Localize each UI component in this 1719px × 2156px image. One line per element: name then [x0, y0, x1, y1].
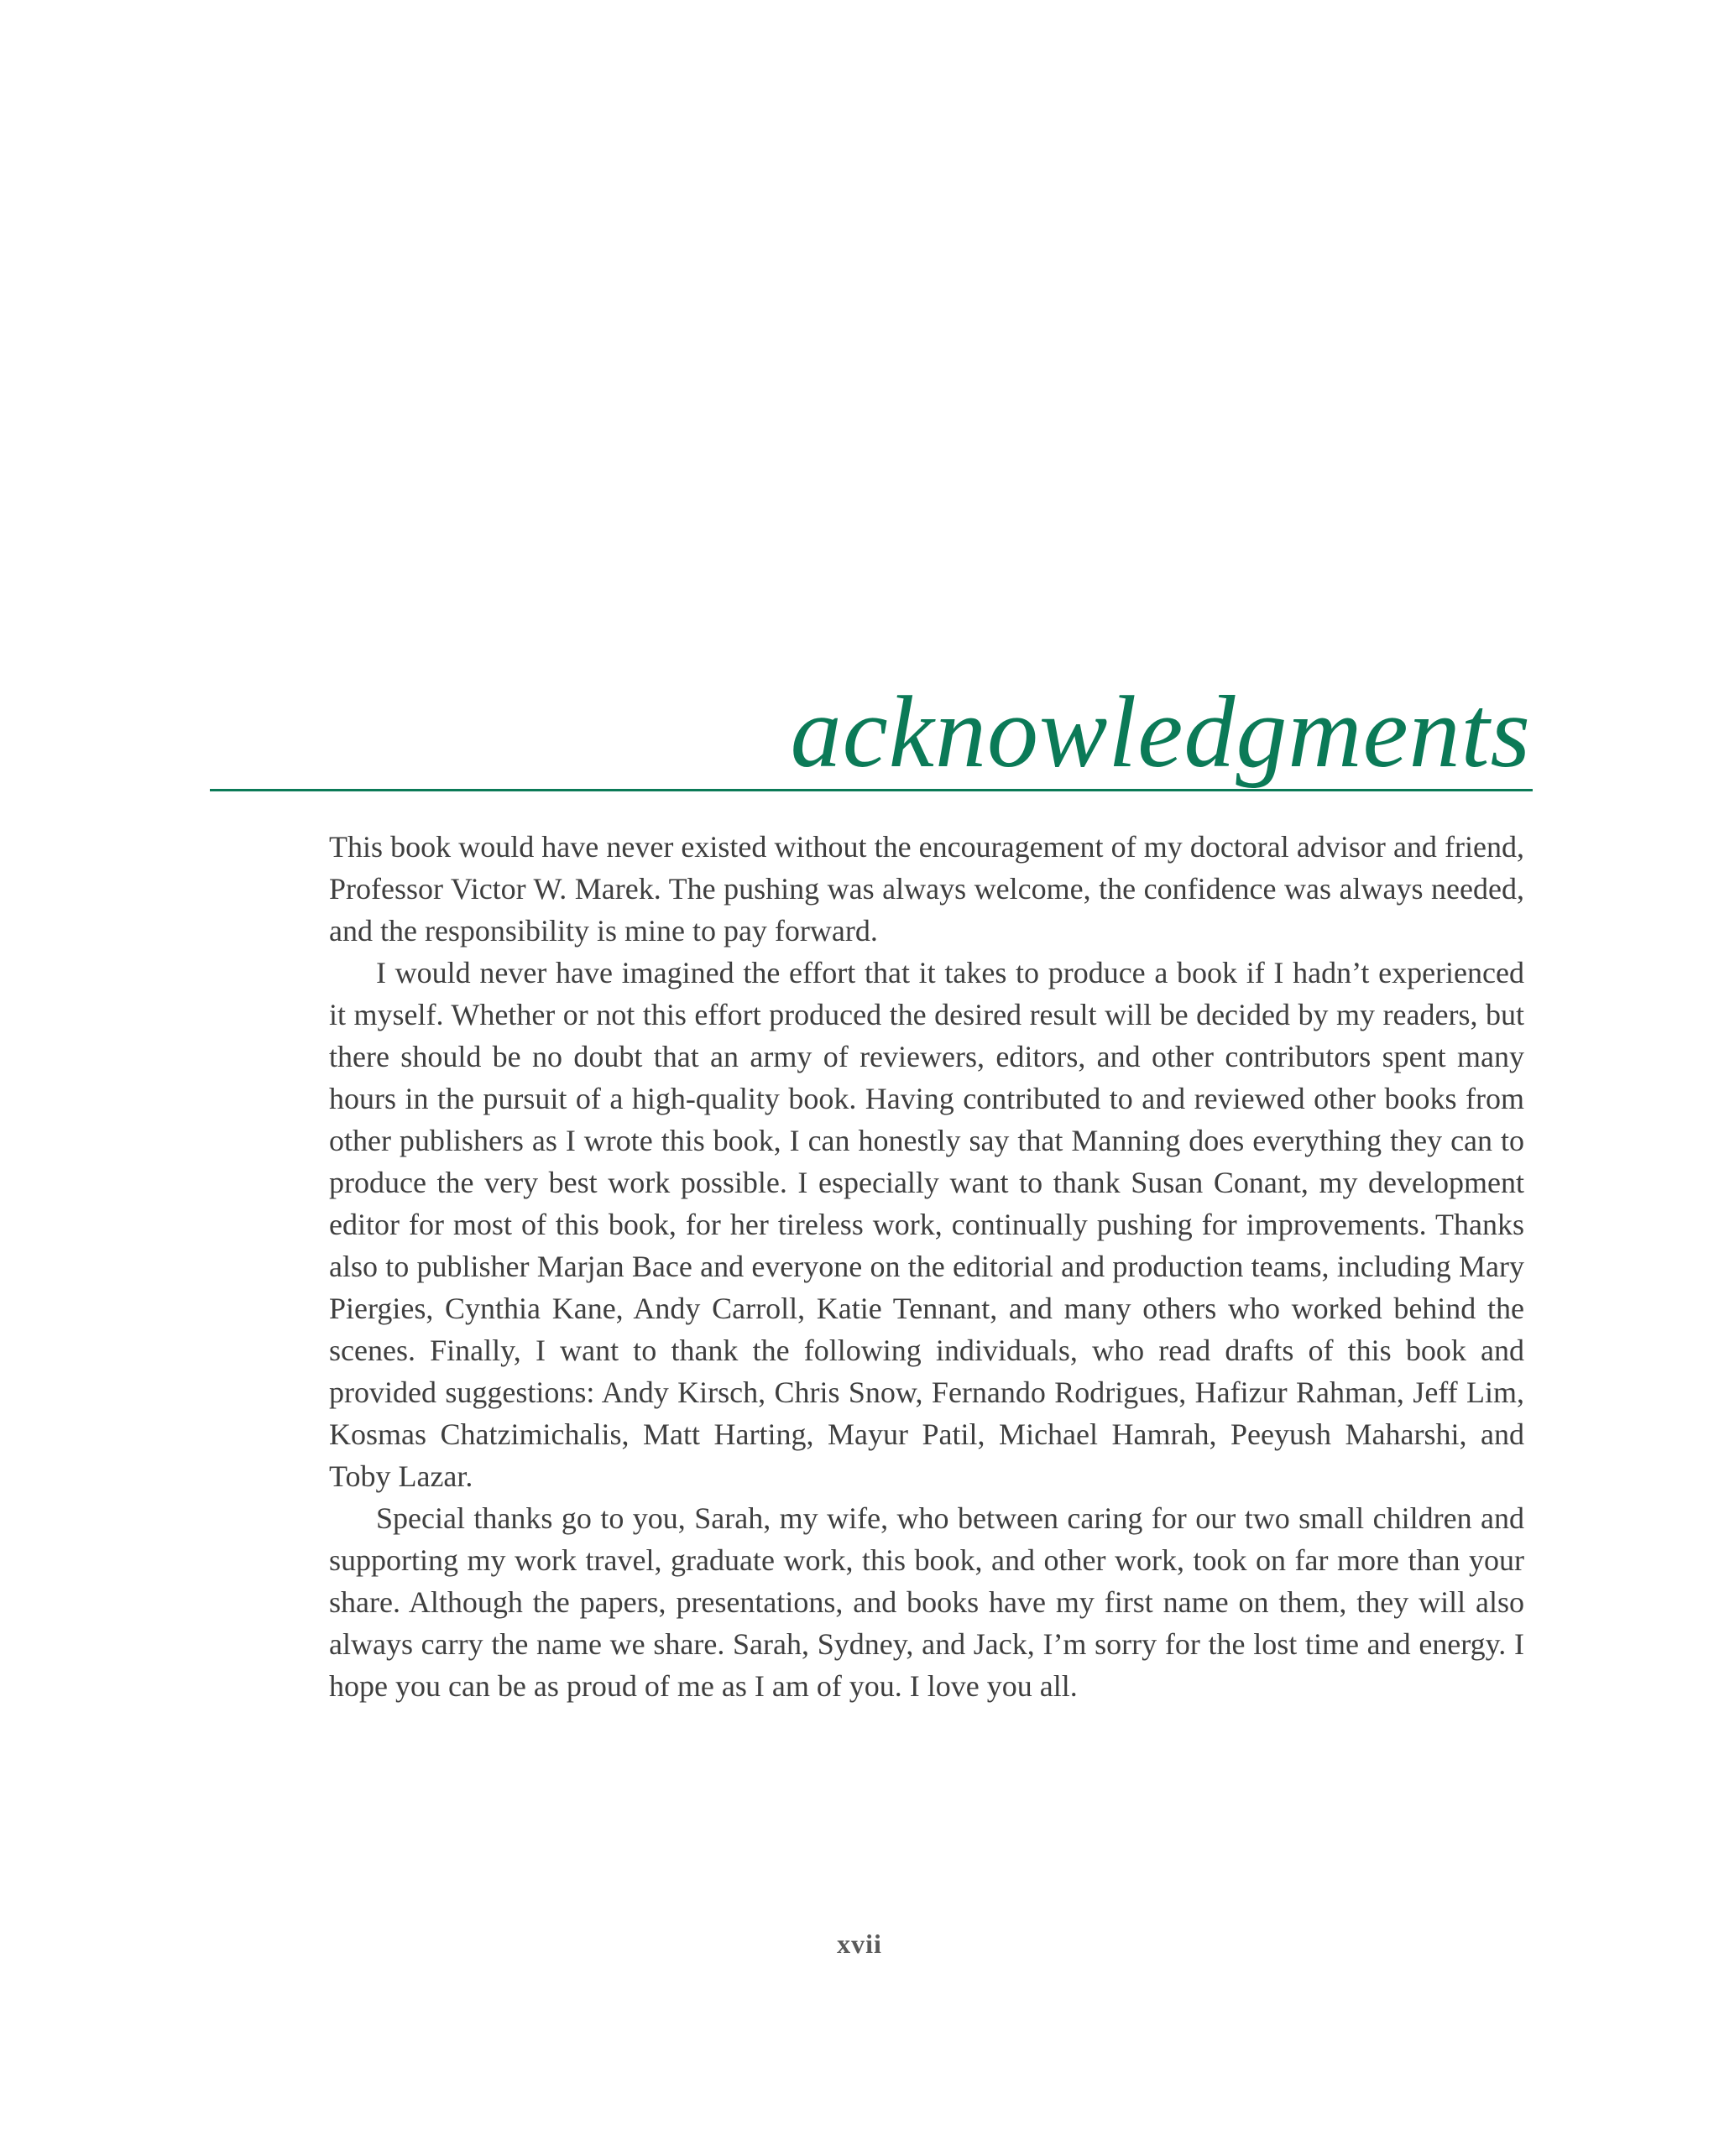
title-rule — [210, 789, 1533, 791]
paragraph: Special thanks go to you, Sarah, my wife, who between caring for our two small children and supporting my work travel, graduate work, this book, and other work, took on far more than your share. Although the papers, presentations, and books have my first name on them, they will also always carry the name we share. Sarah, Sydney, and Jack, I’m sorry for the lost time and energy. I hope you can be as proud of me as I am of you. I love you all. — [329, 1501, 1524, 1703]
body-text — [329, 826, 1524, 1707]
chapter-title: acknowledgments — [790, 676, 1531, 789]
page-number: xvii — [837, 1929, 882, 1959]
paragraph: This book would have never existed without the encouragement of my doctoral advisor and friend, Professor Victor W. Marek. The pushing was always welcome, the confidence was always needed, and the responsibility is mine to pay forward. — [329, 830, 1524, 947]
paragraph: I would never have imagined the effort that it takes to produce a book if I hadn’t experienced it myself. Whether or not this effort produced the desired result will be decided by my readers, but there should be no doubt that an army of reviewers, editors, and other contributors spent many hours in the pursuit of a high-quality book. Having contributed to and reviewed other books from other publishers as I wrote this book, I can honestly say that Manning does everything they can to produce the very best work possible. I especially want to thank Susan Conant, my development editor for most of this book, for her tireless work, continually pushing for improvements. Thanks also to publisher Marjan Bace and everyone on the editorial and production teams, including Mary Piergies, Cynthia Kane, Andy Carroll, Katie Tennant, and many others who worked behind the scenes. Finally, I want to thank the following individuals, who read drafts of this book and provided suggestions: Andy Kirsch, Chris Snow, Fernando Rodrigues, Hafizur Rahman, Jeff Lim, Kosmas Chatzimichalis, Matt Harting, Mayur Patil, Michael Hamrah, Peeyush Maharshi, and Toby Lazar. — [329, 956, 1524, 1493]
